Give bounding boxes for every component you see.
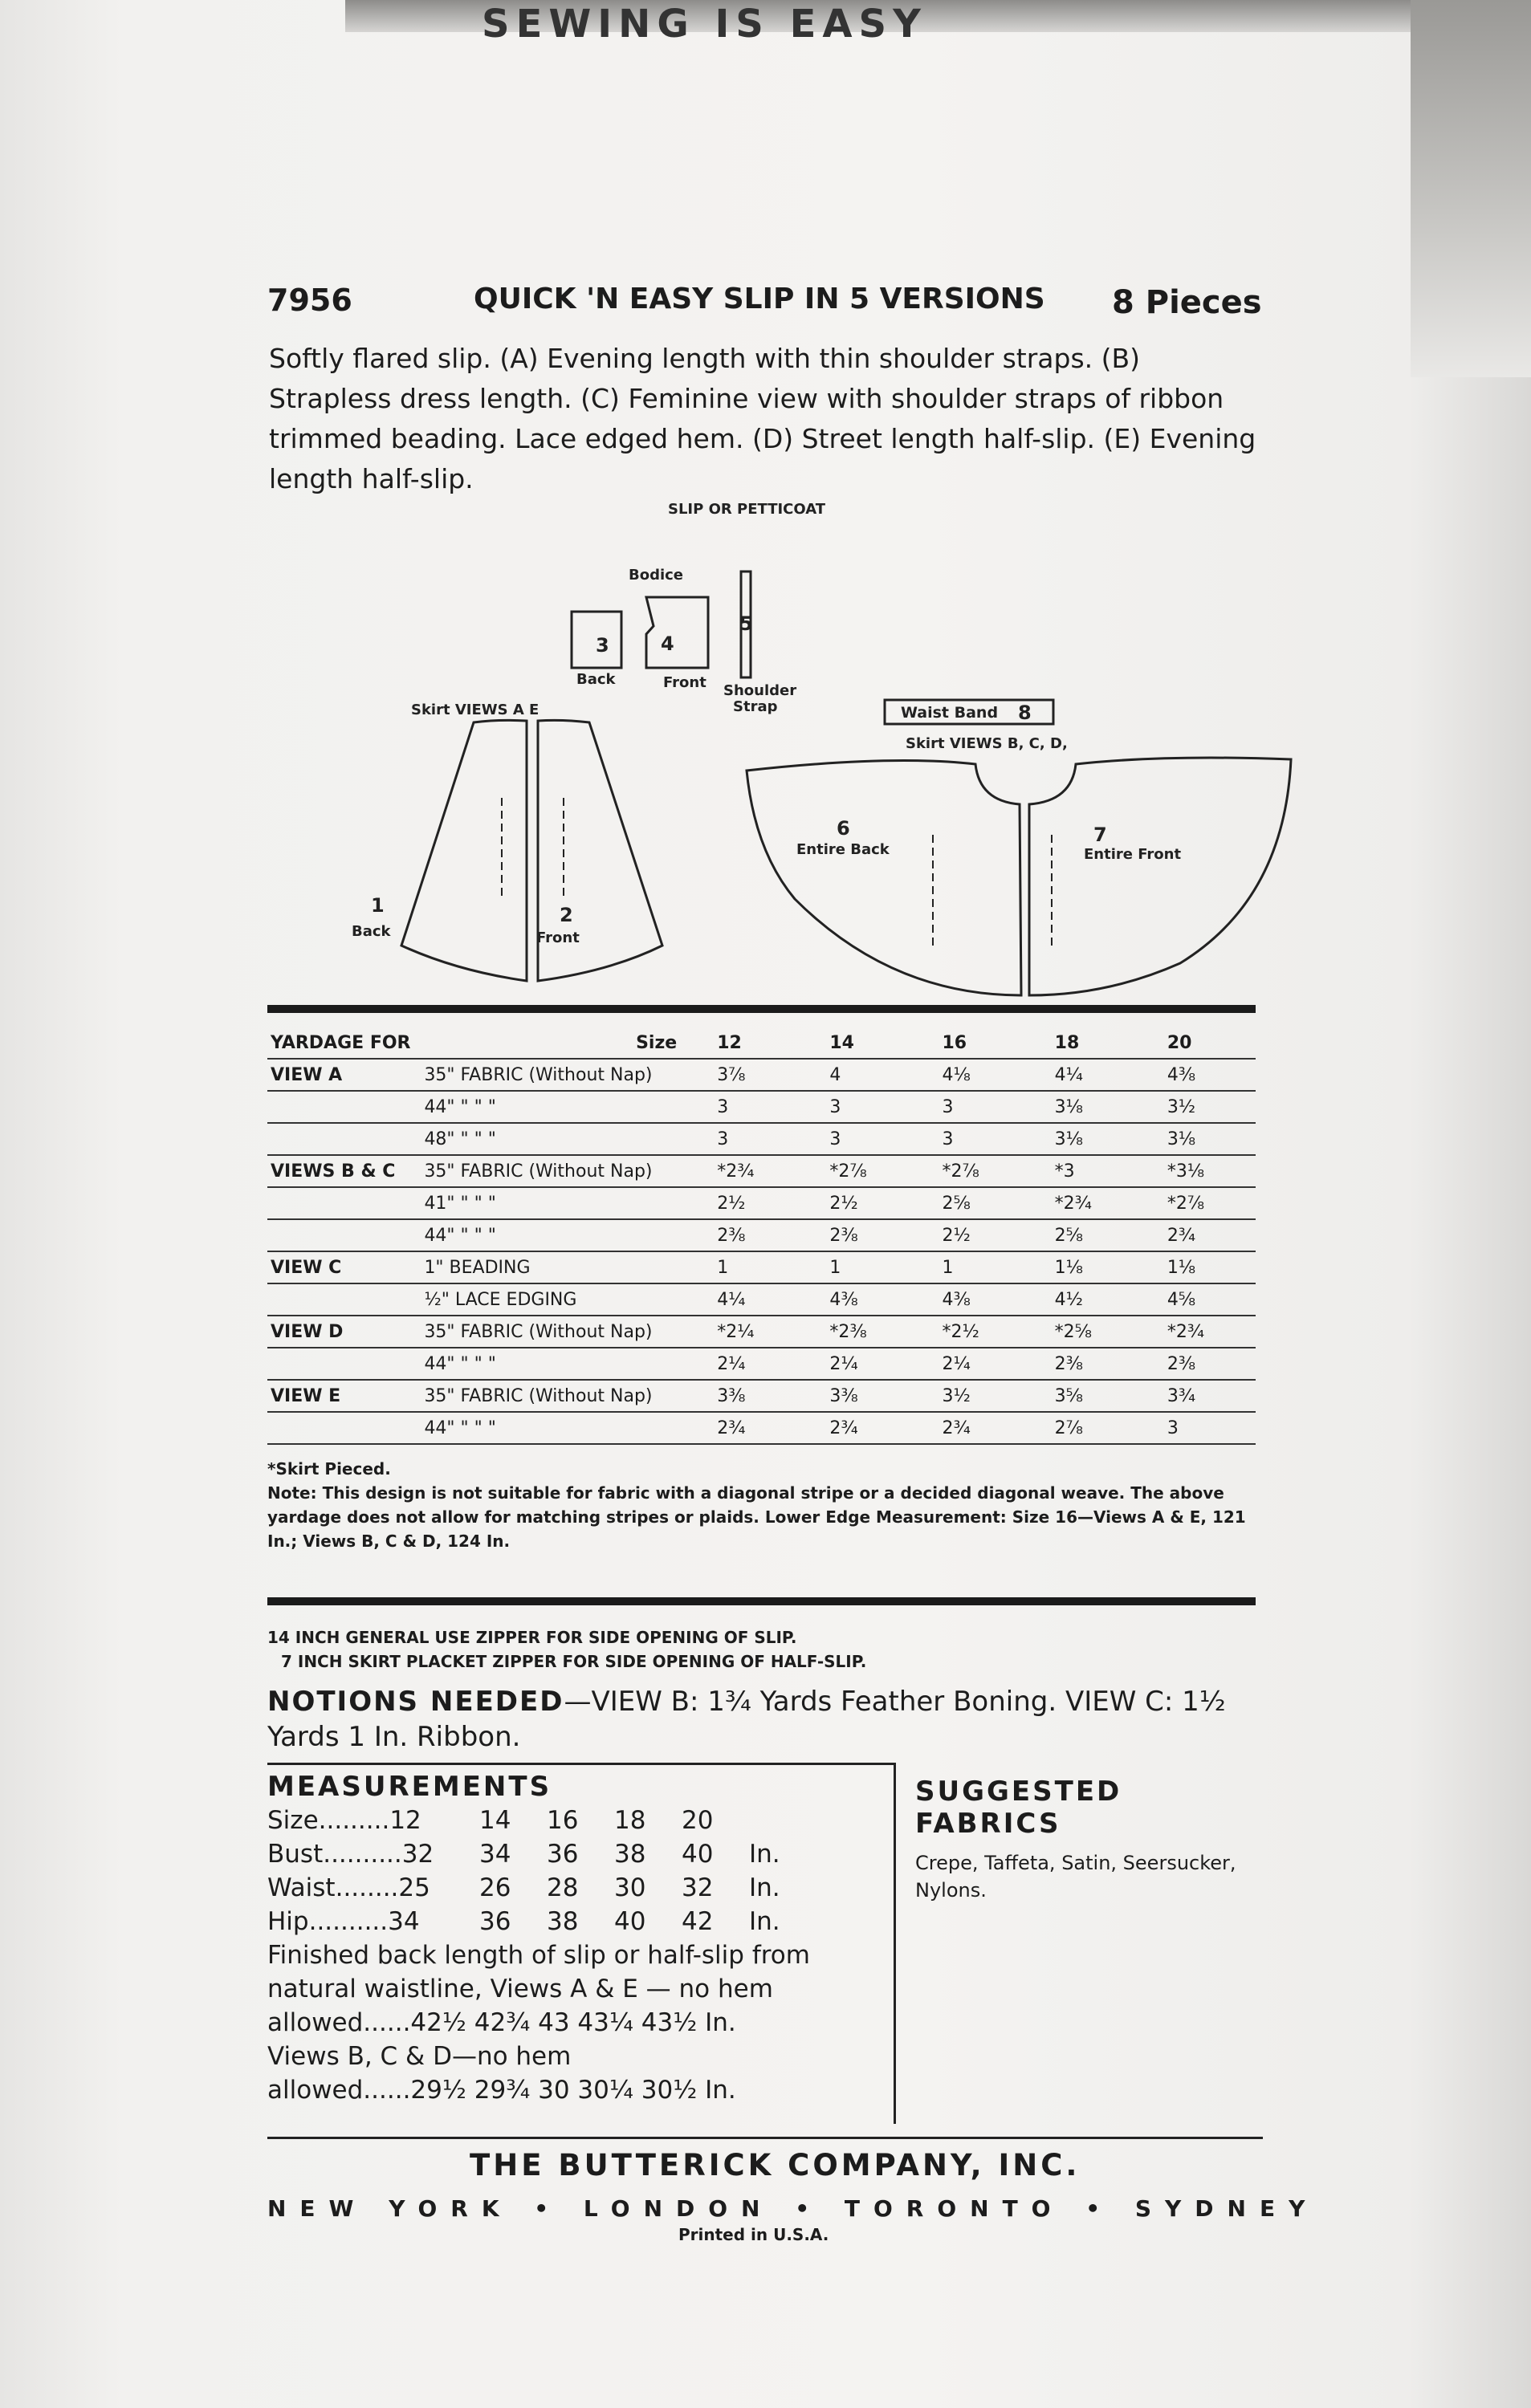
pattern-layout-diagram	[281, 482, 1309, 1011]
yardage-value: 2¼	[693, 1348, 805, 1380]
yardage-value: *3	[1031, 1155, 1143, 1187]
yardage-value: *2⅝	[1031, 1316, 1143, 1348]
yardage-view: VIEW E	[267, 1380, 424, 1412]
yardage-value: 3½	[1143, 1091, 1256, 1123]
yardage-fabric: 44" " " "	[424, 1091, 693, 1123]
notions-top-rule	[267, 1597, 1256, 1605]
piece-4-shape	[646, 597, 708, 668]
zipper-2: 7 INCH SKIRT PLACKET ZIPPER FOR SIDE OPENING OF HALF-SLIP.	[281, 1652, 867, 1671]
skirt-ae-label: Skirt VIEWS A E	[411, 702, 540, 718]
yardage-value: 3¾	[1143, 1380, 1256, 1412]
measurement-label: Hip..........34	[267, 1907, 420, 1936]
measurement-label: Waist........25	[267, 1873, 430, 1902]
yardage-view	[267, 1412, 424, 1444]
piece-2-number: 2	[560, 904, 573, 926]
measurement-value: 18	[614, 1806, 646, 1835]
printed-in: Printed in U.S.A.	[678, 2225, 829, 2244]
yardage-value: 3	[918, 1123, 1031, 1155]
yardage-value: 2¾	[693, 1412, 805, 1444]
yardage-fabric: 35" FABRIC (Without Nap)	[424, 1059, 693, 1091]
measurement-row	[267, 1804, 792, 1837]
yardage-value: 3⅝	[1031, 1380, 1143, 1412]
yardage-value: 2⅜	[1143, 1348, 1256, 1380]
allowed-ae: allowed......42½ 42¾ 43 43¼ 43½ In.	[267, 2008, 736, 2037]
yardage-value: 2⅞	[1031, 1412, 1143, 1444]
yardage-view	[267, 1123, 424, 1155]
zipper-1: 14 INCH GENERAL USE ZIPPER FOR SIDE OPENING OF SLIP.	[267, 1628, 797, 1647]
yardage-value: 4¼	[1031, 1059, 1143, 1091]
yardage-value: 2½	[805, 1187, 918, 1219]
measurement-value: 40	[614, 1907, 646, 1936]
size-header: 18	[1031, 1027, 1143, 1059]
yardage-value: 3	[805, 1091, 918, 1123]
yardage-value: 3½	[918, 1380, 1031, 1412]
yardage-value: 3⅜	[805, 1380, 918, 1412]
size-header: 12	[693, 1027, 805, 1059]
yardage-value: 3	[693, 1123, 805, 1155]
yardage-value: 4⅜	[918, 1283, 1031, 1316]
measurement-unit	[749, 1804, 792, 1837]
piece-5-label-2: Strap	[733, 698, 778, 715]
table-top-rule	[267, 1005, 1256, 1013]
fabrics-section	[915, 1775, 1260, 1904]
piece-5-label-1: Shoulder	[723, 682, 797, 699]
yardage-value: 3⅛	[1031, 1123, 1143, 1155]
measurement-label: Bust..........32	[267, 1840, 434, 1869]
company-cities: NEW YORK • LONDON • TORONTO • SYDNEY	[267, 2195, 1319, 2222]
yardage-value: *2¾	[693, 1155, 805, 1187]
measurement-unit: In.	[749, 1840, 780, 1869]
yardage-value: 2¼	[918, 1348, 1031, 1380]
yardage-value: 2⅝	[918, 1187, 1031, 1219]
yardage-row	[267, 1123, 1256, 1155]
measurement-value: 30	[614, 1873, 646, 1902]
yardage-fabric: 44" " " "	[424, 1412, 693, 1444]
yardage-fabric: 35" FABRIC (Without Nap)	[424, 1380, 693, 1412]
piece-1-label: Back	[352, 923, 391, 940]
yardage-value: *3⅛	[1143, 1155, 1256, 1187]
yardage-row	[267, 1091, 1256, 1123]
yardage-value: *2½	[918, 1316, 1031, 1348]
yardage-row	[267, 1155, 1256, 1187]
yardage-value: 2¾	[1143, 1219, 1256, 1251]
company-name: THE BUTTERICK COMPANY, INC.	[470, 2148, 1081, 2182]
piece-6-label: Entire Back	[796, 841, 890, 858]
yardage-value: 3	[693, 1091, 805, 1123]
yardage-fabric: 35" FABRIC (Without Nap)	[424, 1155, 693, 1187]
measurement-value: 34	[479, 1840, 511, 1869]
yardage-row	[267, 1187, 1256, 1219]
measurement-row	[267, 1905, 792, 1938]
measurement-label: Size.........12	[267, 1806, 421, 1835]
yardage-value: 4⅝	[1143, 1283, 1256, 1316]
yardage-row	[267, 1316, 1256, 1348]
measurement-value: 32	[682, 1873, 714, 1902]
yardage-view	[267, 1219, 424, 1251]
yardage-value: 2⅝	[1031, 1219, 1143, 1251]
diagram-heading: SLIP OR PETTICOAT	[668, 501, 826, 518]
yardage-value: *2¾	[1031, 1187, 1143, 1219]
yardage-value: 4⅜	[805, 1283, 918, 1316]
piece-6-number: 6	[837, 817, 850, 840]
yardage-value: 3⅛	[1031, 1091, 1143, 1123]
yardage-value: 4¼	[693, 1283, 805, 1316]
yardage-value: 3	[1143, 1412, 1256, 1444]
yardage-row	[267, 1059, 1256, 1091]
yardage-value: *2⅜	[805, 1316, 918, 1348]
measurement-value: 16	[547, 1806, 579, 1835]
yardage-header-row	[267, 1027, 1256, 1059]
piece-2-label: Front	[536, 929, 580, 946]
yardage-value: 4⅛	[918, 1059, 1031, 1091]
yardage-fabric: 1" BEADING	[424, 1251, 693, 1283]
measurement-value: 42	[682, 1907, 714, 1936]
banner-text: SEWING IS EASY	[482, 2, 927, 47]
measurement-value: 38	[547, 1907, 579, 1936]
piece-7-label: Entire Front	[1084, 846, 1182, 863]
piece-1-shape	[401, 720, 527, 981]
yardage-value: 2¾	[805, 1412, 918, 1444]
footer-rule	[267, 2137, 1263, 2139]
measurement-row	[267, 1837, 792, 1871]
yardage-value: 2⅜	[805, 1219, 918, 1251]
piece-4-label: Front	[663, 674, 706, 691]
piece-7-number: 7	[1093, 824, 1107, 846]
measure-rule	[267, 1763, 894, 1765]
yardage-row	[267, 1380, 1256, 1412]
yardage-value: 3	[805, 1123, 918, 1155]
torn-corner	[1411, 0, 1531, 377]
size-label: Size	[424, 1027, 693, 1059]
yardage-value: 3⅜	[693, 1380, 805, 1412]
yardage-value: 3	[918, 1091, 1031, 1123]
size-header: 20	[1143, 1027, 1256, 1059]
yardage-value: *2⅞	[1143, 1187, 1256, 1219]
waistband-label: Waist Band	[901, 704, 999, 722]
piece-8-number: 8	[1018, 702, 1032, 724]
measurement-unit: In.	[749, 1873, 780, 1902]
yardage-view	[267, 1187, 424, 1219]
fabric-note: Note: This design is not suitable for fabric with a diagonal stripe or a decided diagonal weave. The above yardage does not allow for matching stripes or plaids. Lower Edge Measurement: Size 16—Views A & E, 121 In.; Views B, C & D, 124 In.	[267, 1483, 1246, 1551]
yardage-value: 2⅜	[693, 1219, 805, 1251]
piece-4-number: 4	[661, 633, 674, 655]
measurements-section	[267, 1770, 886, 2107]
measurements-table	[267, 1804, 792, 1938]
description: Softly flared slip. (A) Evening length with thin shoulder straps. (B) Strapless dress length. (C) Feminine view with shoulder straps of ribbon trimmed beading. Lace edged hem. (D) Street length half-slip. (E) Evening length half-slip.	[269, 343, 1256, 494]
yardage-value: *2¾	[1143, 1316, 1256, 1348]
size-header: 14	[805, 1027, 918, 1059]
yardage-view	[267, 1348, 424, 1380]
yardage-value: 2¾	[918, 1412, 1031, 1444]
measurement-row	[267, 1871, 792, 1905]
measurement-value: 38	[614, 1840, 646, 1869]
fabrics-title: SUGGESTED FABRICS	[915, 1775, 1122, 1840]
yardage-value: 3⅞	[693, 1059, 805, 1091]
yardage-fabric: ½" LACE EDGING	[424, 1283, 693, 1316]
piece-5-number: 5	[739, 612, 753, 635]
yardage-value: 2⅜	[1031, 1348, 1143, 1380]
yardage-value: 1⅛	[1143, 1251, 1256, 1283]
yardage-value: 4½	[1031, 1283, 1143, 1316]
piece-6-shape	[747, 761, 1021, 996]
yardage-table	[267, 1027, 1256, 1445]
yardage-fabric: 48" " " "	[424, 1123, 693, 1155]
yardage-value: *2¼	[693, 1316, 805, 1348]
measurement-value: 36	[547, 1840, 579, 1869]
measurement-value: 36	[479, 1907, 511, 1936]
yardage-for-label: YARDAGE FOR	[267, 1027, 424, 1059]
yardage-row	[267, 1348, 1256, 1380]
yardage-value: 1	[693, 1251, 805, 1283]
yardage-view: VIEW C	[267, 1251, 424, 1283]
yardage-fabric: 44" " " "	[424, 1219, 693, 1251]
finished-length-2: natural waistline, Views A & E — no hem	[267, 1975, 773, 2003]
piece-7-shape	[1029, 758, 1291, 995]
yardage-view: VIEWS B & C	[267, 1155, 424, 1187]
yardage-value: 2½	[918, 1219, 1031, 1251]
notions	[267, 1684, 1263, 1755]
pattern-title: QUICK 'N EASY SLIP IN 5 VERSIONS	[474, 283, 1045, 315]
pattern-number: 7956	[267, 283, 352, 318]
piece-1-number: 1	[371, 894, 385, 917]
yardage-view: VIEW A	[267, 1059, 424, 1091]
fabrics-text: Crepe, Taffeta, Satin, Seersucker, Nylons.	[915, 1852, 1236, 1902]
measurement-unit: In.	[749, 1907, 780, 1936]
yardage-value: 2½	[693, 1187, 805, 1219]
yardage-row	[267, 1412, 1256, 1444]
allowed-bcd: allowed......29½ 29¾ 30 30¼ 30½ In.	[267, 2076, 736, 2105]
yardage-value: 1	[918, 1251, 1031, 1283]
yardage-value: 4	[805, 1059, 918, 1091]
yardage-value: 1⅛	[1031, 1251, 1143, 1283]
notions-text: —VIEW B: 1¾ Yards Feather Boning. VIEW C: 1½ Yards 1 In. Ribbon.	[267, 1686, 1226, 1753]
yardage-row	[267, 1283, 1256, 1316]
yardage-row	[267, 1251, 1256, 1283]
size-header: 16	[918, 1027, 1031, 1059]
yardage-row	[267, 1219, 1256, 1251]
pieces-count: 8 Pieces	[1112, 284, 1262, 321]
measurement-value: 40	[682, 1840, 714, 1869]
piece-3-number: 3	[596, 634, 609, 657]
piece-3-label: Back	[576, 671, 616, 688]
measure-divider	[894, 1763, 896, 2124]
yardage-fabric: 44" " " "	[424, 1348, 693, 1380]
measurements-title: MEASUREMENTS	[267, 1771, 552, 1803]
yardage-value: 1	[805, 1251, 918, 1283]
bodice-label: Bodice	[629, 567, 684, 584]
measurement-value: 28	[547, 1873, 579, 1902]
yardage-fabric: 35" FABRIC (Without Nap)	[424, 1316, 693, 1348]
yardage-view: VIEW D	[267, 1316, 424, 1348]
yardage-value: *2⅞	[805, 1155, 918, 1187]
yardage-view	[267, 1091, 424, 1123]
measurement-value: 26	[479, 1873, 511, 1902]
yardage-view	[267, 1283, 424, 1316]
measurement-value: 20	[682, 1806, 714, 1835]
yardage-value: *2⅞	[918, 1155, 1031, 1187]
yardage-fabric: 41" " " "	[424, 1187, 693, 1219]
views-bcd: Views B, C & D—no hem	[267, 2042, 572, 2071]
yardage-value: 4⅜	[1143, 1059, 1256, 1091]
finished-length-1: Finished back length of slip or half-slip from	[267, 1941, 810, 1970]
notions-label: NOTIONS NEEDED	[267, 1686, 564, 1718]
yardage-value: 2¼	[805, 1348, 918, 1380]
skirt-bcd-label: Skirt VIEWS B, C, D,	[906, 735, 1068, 752]
yardage-value: 3⅛	[1143, 1123, 1256, 1155]
measurement-value: 14	[479, 1806, 511, 1835]
skirt-pieced-note: *Skirt Pieced.	[267, 1459, 391, 1479]
